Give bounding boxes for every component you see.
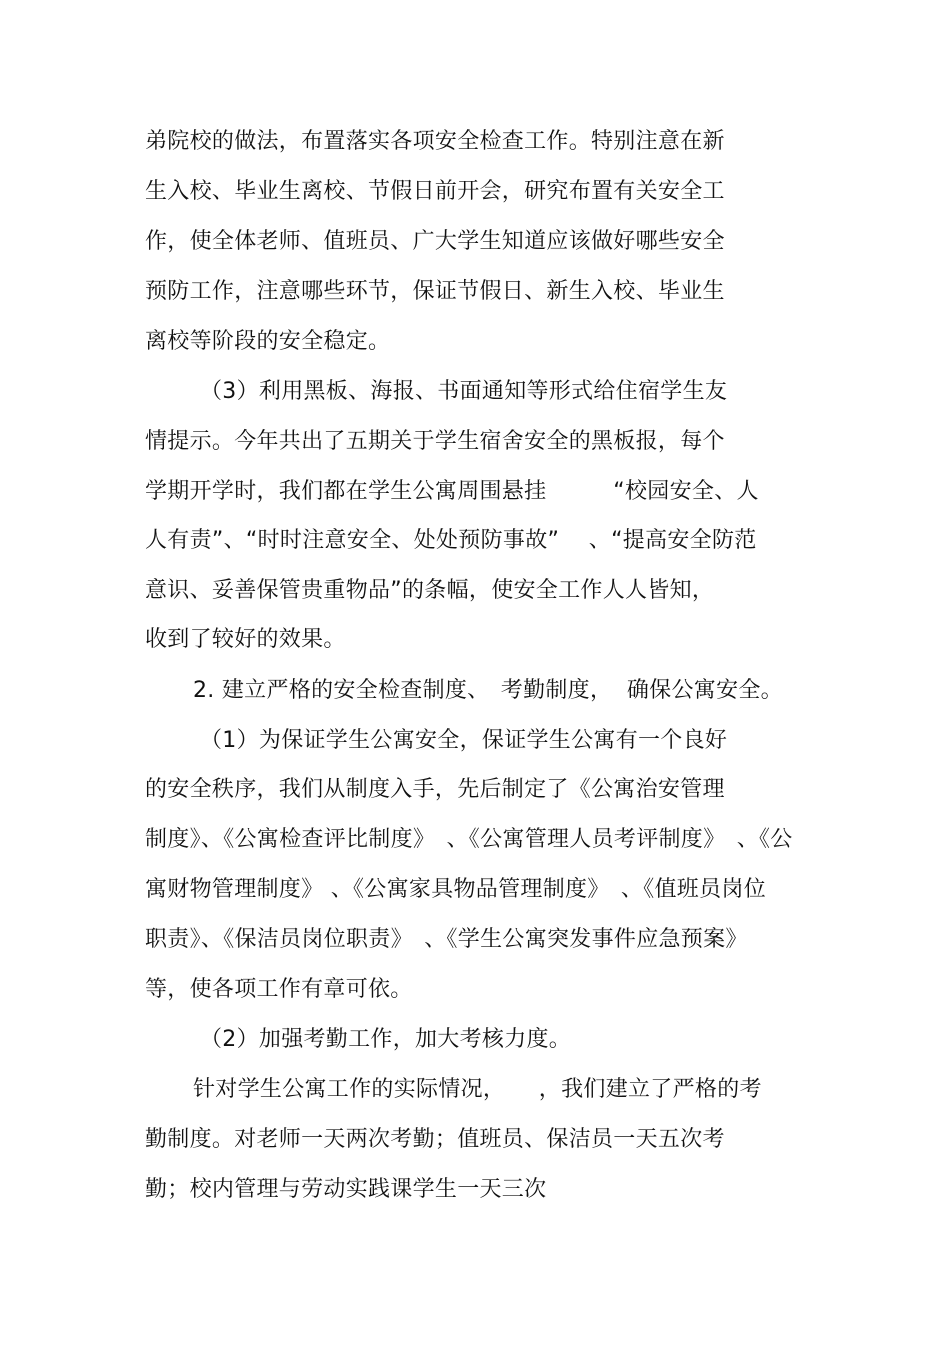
text-line: 针对学生公寓工作的实际情况， ，我们建立了严格的考: [193, 1077, 762, 1102]
text-line: （3）利用黑板、海报、书面通知等形式给住宿学生友: [200, 379, 728, 404]
text-line: 收到了较好的效果。: [145, 627, 346, 652]
text-line: 作，使全体老师、值班员、广大学生知道应该做好哪些安全: [145, 229, 725, 254]
text-line: 意识、妥善保管贵重物品”的条幅，使安全工作人人皆知，: [145, 578, 715, 603]
text-line: 勤制度。对老师一天两次考勤；值班员、保洁员一天五次考: [145, 1127, 725, 1152]
text-line: 预防工作，注意哪些环节，保证节假日、新生入校、毕业生: [145, 279, 725, 304]
text-line: 的安全秩序，我们从制度入手，先后制定了《公寓治安管理: [145, 777, 725, 802]
text-line: 弟院校的做法，布置落实各项安全检查工作。特别注意在新: [145, 129, 725, 154]
text-line: 寓财物管理制度》 、《公寓家具物品管理制度》 、《值班员岗位: [145, 877, 766, 902]
text-line: 学期开学时，我们都在学生公寓周围悬挂 “校园安全、人: [145, 479, 759, 504]
text-line: 离校等阶段的安全稳定。: [145, 329, 391, 354]
text-line: （1）为保证学生公寓安全，保证学生公寓有一个良好: [200, 728, 728, 753]
text-line: 职责》、《保洁员岗位职责》 、《学生公寓突发事件应急预案》: [145, 927, 748, 952]
text-line: 情提示。今年共出了五期关于学生宿舍安全的黑板报，每个: [145, 429, 725, 454]
text-line: 人有责”、“时时注意安全、处处预防事故” 、“提高安全防范: [145, 528, 757, 553]
section-heading: 2. 建立严格的安全检查制度、 考勤制度， 确保公寓安全。: [193, 678, 783, 703]
text-line: 生入校、毕业生离校、节假日前开会，研究布置有关安全工: [145, 179, 725, 204]
text-line: 等，使各项工作有章可依。: [145, 977, 413, 1002]
text-line: 制度》、《公寓检查评比制度》 、《公寓管理人员考评制度》 、《公: [145, 827, 793, 852]
text-line: 勤；校内管理与劳动实践课学生一天三次: [145, 1177, 547, 1202]
text-line: （2）加强考勤工作，加大考核力度。: [200, 1027, 572, 1052]
